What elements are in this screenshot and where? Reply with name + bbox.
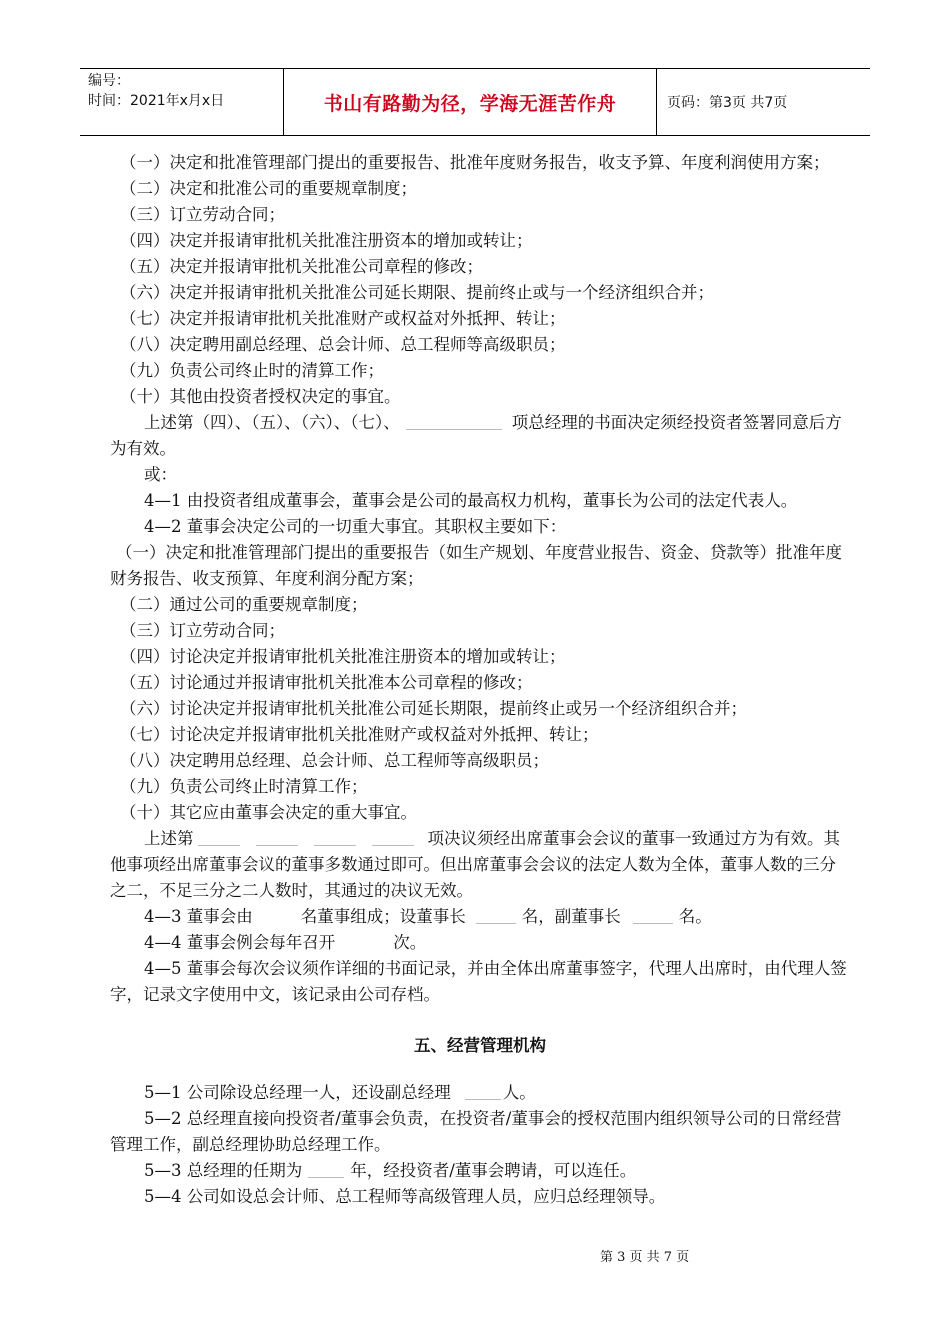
document-body: [110, 150, 850, 1210]
clause-4-3: [110, 904, 850, 930]
page-header: [80, 68, 870, 136]
fill-blank[interactable]: [314, 827, 356, 846]
clause-4-5: 4—5 董事会每次会议须作详细的书面记录，并由全体出席董事签字，代理人出席时，由代理人签字，记录文字使用中文，该记录由公司存档。: [110, 959, 847, 1004]
list-item: （三）订立劳动合同；: [120, 621, 285, 640]
fill-blank[interactable]: [465, 1081, 501, 1100]
header-page-info: 页码：第3页 共7页: [667, 95, 788, 111]
list-item: （五）决定并报请审批机关批准公司章程的修改；: [120, 257, 483, 276]
fill-blank[interactable]: [308, 1159, 344, 1178]
list-item: （九）负责公司终止时清算工作；: [120, 777, 368, 796]
text-span: 上述第: [144, 829, 194, 848]
list-item: （五）讨论通过并报请审批机关批准本公司章程的修改；: [120, 673, 533, 692]
list-item: （十）其他由投资者授权决定的事宜。: [120, 387, 401, 406]
text-span: 年，经投资者/董事会聘请，可以连任。: [350, 1161, 637, 1180]
text-span: 名。: [678, 907, 712, 926]
page-footer: 第 3 页 共 7 页: [600, 1250, 690, 1265]
list-item: （三）订立劳动合同；: [120, 205, 285, 224]
list-item: （四）讨论决定并报请审批机关批准注册资本的增加或转让；: [120, 647, 566, 666]
fill-blank[interactable]: [406, 411, 502, 430]
list-item: （一）决定和批准管理部门提出的重要报告、批准年度财务报告，收支予算、年度利润使用方案；: [120, 153, 830, 172]
text-span: 4—3 董事会由: [144, 907, 253, 926]
fill-blank[interactable]: [476, 905, 516, 924]
fill-blank[interactable]: [347, 931, 387, 950]
list-item: （六）讨论决定并报请审批机关批准公司延长期限，提前终止或另一个经济组织合并；: [120, 699, 747, 718]
text-span: 项总经理的书面决定须经投资者签署同意后方为有效。: [110, 413, 842, 458]
text-span: 上述第（四）、（五）、（六）、（七）、: [144, 413, 400, 432]
fill-blank[interactable]: [198, 827, 240, 846]
list-item: （九）负责公司终止时的清算工作；: [120, 361, 384, 380]
fill-blank[interactable]: [256, 827, 298, 846]
document-number-label: 编号：: [88, 73, 130, 89]
list-item: （八）决定聘用总经理、总会计师、总工程师等高级职员；: [120, 751, 549, 770]
clause-5-2: 5—2 总经理直接向投资者/董事会负责，在投资者/董事会的授权范围内组织领导公司的日常经营管理工作，副总经理协助总经理工作。: [110, 1109, 842, 1154]
header-meta: [80, 69, 284, 135]
list-item: （六）决定并报请审批机关批准公司延长期限、提前终止或与一个经济组织合并；: [120, 283, 714, 302]
document-date: 时间：2021年x月x日: [88, 93, 225, 109]
text-span: 项决议须经出席董事会会议的董事一致通过方为有效。其他事项经出席董事会议的董事多数通过即可。但出席董事会会议的法定人数为全体，董事人数的三分之二，不足三分之二人数时，其通过的决议无效。: [110, 829, 840, 900]
paragraph: [110, 410, 850, 462]
list-item: （十）其它应由董事会决定的重大事宜。: [120, 803, 417, 822]
list-item: （二）通过公司的重要规章制度；: [120, 595, 368, 614]
fill-blank[interactable]: [633, 905, 673, 924]
clause-4-2: 4—2 董事会决定公司的一切重大事宜。其职权主要如下：: [144, 517, 567, 536]
list-item: （四）决定并报请审批机关批准注册资本的增加或转让；: [120, 231, 533, 250]
list-item: （八）决定聘用副总经理、总会计师、总工程师等高级职员；: [120, 335, 566, 354]
list-item: （一）决定和批准管理部门提出的重要报告（如生产规划、年度营业报告、资金、贷款等）批准年度财务报告、收支预算、年度利润分配方案；: [110, 543, 842, 588]
list-item: （二）决定和批准公司的重要规章制度；: [120, 179, 417, 198]
paragraph: 或：: [144, 465, 177, 484]
clause-5-4: 5—4 公司如设总会计师、总工程师等高级管理人员，应归总经理领导。: [144, 1187, 666, 1206]
text-span: 名董事组成；设董事长: [300, 907, 466, 926]
paragraph: [110, 826, 850, 904]
section-title: 五、经营管理机构: [414, 1036, 546, 1055]
text-span: 人。: [502, 1083, 536, 1102]
text-span: 次。: [393, 933, 427, 952]
text-span: 名，副董事长: [521, 907, 621, 926]
fill-blank[interactable]: [372, 827, 414, 846]
list-item: （七）讨论决定并报请审批机关批准财产或权益对外抵押、转让；: [120, 725, 599, 744]
clause-5-1: [110, 1080, 850, 1106]
clause-5-3: [110, 1158, 850, 1184]
fill-blank[interactable]: [257, 905, 297, 924]
list-item: （七）决定并报请审批机关批准财产或权益对外抵押、转让；: [120, 309, 566, 328]
clause-4-1: 4—1 由投资者组成董事会，董事会是公司的最高权力机构，董事长为公司的法定代表人。: [144, 491, 798, 510]
header-motto: 书山有路勤为径，学海无涯苦作舟: [284, 69, 657, 135]
text-span: 5—3 总经理的任期为: [144, 1161, 303, 1180]
text-span: 5—1 公司除设总经理一人，还设副总经理: [144, 1083, 451, 1102]
clause-4-4: [110, 930, 850, 956]
text-span: 4—4 董事会例会每年召开: [144, 933, 336, 952]
